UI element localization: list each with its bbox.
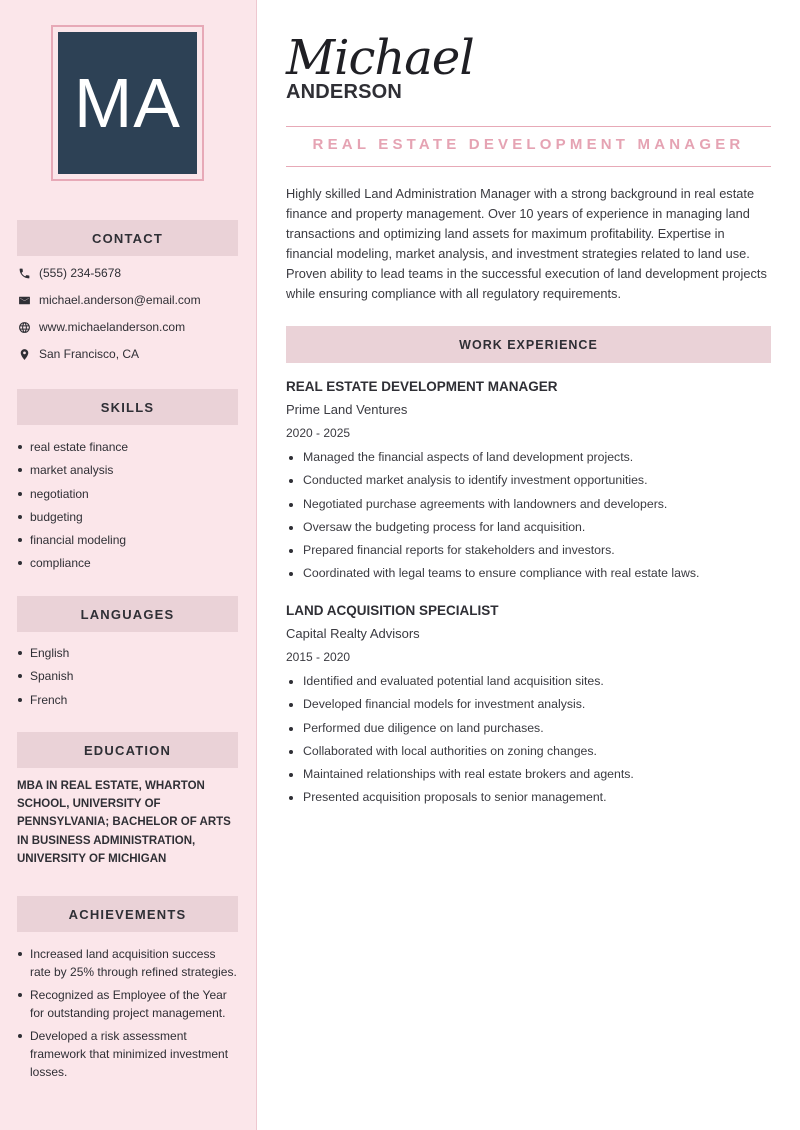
list-item: negotiation xyxy=(17,485,238,503)
phone-icon xyxy=(17,266,31,280)
contact-location-text: San Francisco, CA xyxy=(39,347,140,361)
mail-icon xyxy=(17,293,31,307)
list-item: financial modeling xyxy=(17,531,238,549)
job-company: Prime Land Ventures xyxy=(286,402,408,417)
list-item: Conducted market analysis to identify investment opportunities. xyxy=(286,472,771,490)
sidebar xyxy=(0,0,257,1130)
contact-location xyxy=(17,345,139,363)
list-item: Spanish xyxy=(17,667,238,685)
list-item: Negotiated purchase agreements with landowners and developers. xyxy=(286,496,771,514)
monogram: MA xyxy=(58,32,197,174)
first-name: Michael xyxy=(286,30,474,86)
job-duties xyxy=(286,449,771,583)
contact-heading: CONTACT xyxy=(17,220,238,256)
list-item: Identified and evaluated potential land acquisition sites. xyxy=(286,673,771,691)
job-dates: 2015 - 2020 xyxy=(286,650,351,664)
list-item: Developed a risk assessment framework that minimized investment losses. xyxy=(17,1027,238,1081)
job-dates: 2020 - 2025 xyxy=(286,426,351,440)
achievements-list xyxy=(17,945,238,1086)
skills-list xyxy=(17,438,238,578)
list-item: Presented acquisition proposals to senior management. xyxy=(286,789,771,807)
last-name: ANDERSON xyxy=(286,81,403,103)
list-item: Coordinated with legal teams to ensure compliance with real estate laws. xyxy=(286,565,771,583)
list-item: real estate finance xyxy=(17,438,238,456)
list-item: Maintained relationships with real estate brokers and agents. xyxy=(286,766,771,784)
list-item: market analysis xyxy=(17,461,238,479)
list-item: French xyxy=(17,691,238,709)
list-item: Developed financial models for investment analysis. xyxy=(286,696,771,714)
work-experience-heading: WORK EXPERIENCE xyxy=(286,326,771,363)
education-text: MBA IN REAL ESTATE, WHARTON SCHOOL, UNIVERSITY OF PENNSYLVANIA; BACHELOR OF ARTS IN BUSINESS ADMINISTRATION, UNIVERSITY OF MICHIGAN xyxy=(17,780,231,865)
contact-email-text[interactable]: michael.anderson@email.com xyxy=(39,293,201,307)
list-item: Oversaw the budgeting process for land acquisition. xyxy=(286,519,771,537)
job-title: REAL ESTATE DEVELOPMENT MANAGER xyxy=(312,136,745,153)
job-entry xyxy=(286,602,771,813)
list-item: budgeting xyxy=(17,508,238,526)
job-duties xyxy=(286,673,771,807)
list-item: Performed due diligence on land purchases. xyxy=(286,720,771,738)
list-item: Managed the financial aspects of land development projects. xyxy=(286,449,771,467)
title-divider-top xyxy=(286,126,771,127)
list-item: compliance xyxy=(17,554,238,572)
globe-icon xyxy=(17,320,31,334)
job-role: REAL ESTATE DEVELOPMENT MANAGER xyxy=(286,379,558,394)
education-heading: EDUCATION xyxy=(17,732,238,768)
list-item: Collaborated with local authorities on zoning changes. xyxy=(286,743,771,761)
contact-website xyxy=(17,318,185,336)
summary: Highly skilled Land Administration Manager with a strong background in real estate finance and property management. Over 10 years of experience in managing land transactions and optimizing land assets for maximum profitability. Expertise in financial modeling, market analysis, and investment strategies related to land use. Proven ability to lead teams in the successful execution of land development projects while ensuring compliance with all regulatory requirements. xyxy=(286,186,767,301)
monogram-frame xyxy=(51,25,204,181)
languages-heading: LANGUAGES xyxy=(17,596,238,632)
skills-heading: SKILLS xyxy=(17,389,238,425)
location-pin-icon xyxy=(17,347,31,361)
languages-list xyxy=(17,644,238,714)
job-company: Capital Realty Advisors xyxy=(286,626,420,641)
list-item: Prepared financial reports for stakeholders and investors. xyxy=(286,542,771,560)
contact-website-text[interactable]: www.michaelanderson.com xyxy=(39,320,186,334)
list-item: Increased land acquisition success rate by 25% through refined strategies. xyxy=(17,945,238,981)
contact-phone-text: (555) 234-5678 xyxy=(39,266,122,280)
contact-email xyxy=(17,291,201,309)
list-item: Recognized as Employee of the Year for outstanding project management. xyxy=(17,986,238,1022)
job-role: LAND ACQUISITION SPECIALIST xyxy=(286,603,499,618)
title-divider-bottom xyxy=(286,166,771,167)
contact-phone xyxy=(17,264,121,282)
achievements-heading: ACHIEVEMENTS xyxy=(17,896,238,932)
list-item: English xyxy=(17,644,238,662)
job-entry xyxy=(286,378,771,589)
